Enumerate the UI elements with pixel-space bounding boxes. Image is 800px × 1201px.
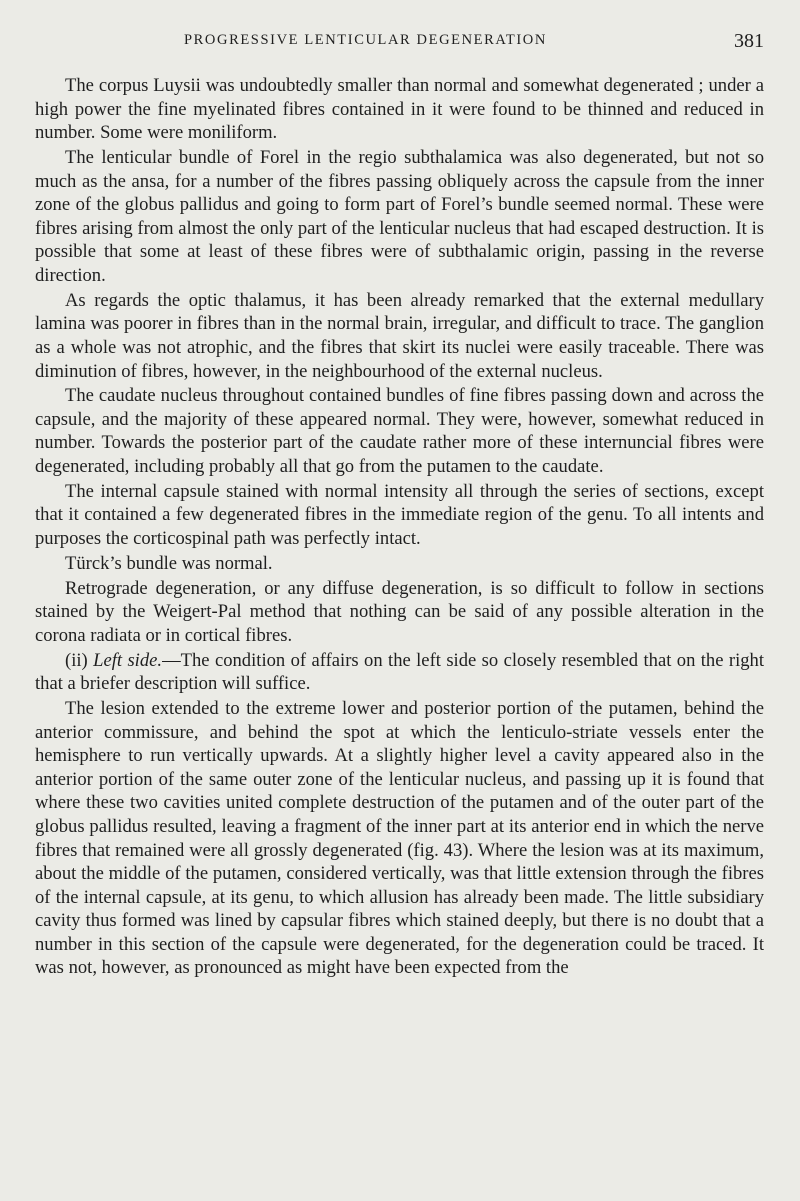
left-side-heading: Left side. [93, 649, 163, 671]
running-title: PROGRESSIVE LENTICULAR DEGENERATION [184, 32, 547, 48]
paragraph-turck-bundle: Türck’s bundle was normal. [65, 552, 273, 574]
page-number: 381 [734, 30, 764, 52]
running-header [35, 26, 764, 58]
body-text [35, 74, 764, 980]
left-side-text: —The condition of affairs on the left side so closely resembled that on the right that a briefer description will suffice. [35, 649, 764, 695]
paragraph-corpus-luysii: The corpus Luysii was undoubtedly smaller than normal and somewhat degenerated ; under a high power the fine myelinated fibres contained in it were found to be thinned and reduced in number. Some were moniliform. [35, 75, 764, 144]
paragraph-optic-thalamus: As regards the optic thalamus, it has been already remarked that the external medullary lamina was poorer in fibres than in the normal brain, irregular, and difficult to trace. The ganglion as a whole was not atrophic, and the fibres that skirt its nuclei were easily traceable. There was diminution of fibres, however, in the neighbourhood of the external nucleus. [35, 289, 764, 382]
paragraph-forel-bundle: The lenticular bundle of Forel in the regio subthalamica was also degenerated, but not so much as the ansa, for a number of the fibres passing obliquely across the capsule from the inner zone of the globus pallidus and going to form part of Forel’s bundle seemed normal. These were fibres arising from almost the only part of the lenticular nucleus that had escaped destruction. It is possible that some at least of these fibres were of subthalamic origin, passing in the reverse direction. [35, 146, 764, 286]
paragraph-lesion: The lesion extended to the extreme lower and posterior portion of the putamen, behind the anterior commissure, and behind the spot at which the lenticulo-striate vessels enter the hemisphere to run vertically upwards. At a slightly higher level a cavity appeared also in the anterior portion of the same outer zone of the lenticular nucleus, and passing up it is found that where these two cavities united complete destruction of the putamen and of the outer part of the globus pallidus resulted, leaving a fragment of the inner part at its anterior end in which the nerve fibres that remained were all grossly degenerated (fig. 43). Where the lesion was at its maximum, about the middle of the putamen, considered vertically, was that little extension through the fibres of the internal capsule, at its genu, to which allusion has already been made. The little subsidiary cavity thus formed was lined by capsular fibres which stained deeply, but there is no doubt that a number in this section of the capsule were degenerated, for the degeneration could be traced. It was not, however, as pronounced as might have been expected from the [35, 697, 764, 979]
paragraph-internal-capsule: The internal capsule stained with normal intensity all through the series of sections, except that it contained a few degenerated fibres in the immediate region of the genu. To all intents and purposes the corticospinal path was perfectly intact. [35, 480, 764, 550]
left-side-label: (ii) [65, 649, 94, 671]
paragraph-left-side [35, 649, 764, 696]
paragraph-caudate-nucleus: The caudate nucleus throughout contained bundles of fine fibres passing down and across the capsule, and the majority of these appeared normal. They were, however, somewhat reduced in number. Towards the posterior part of the caudate rather more of these internuncial fibres were degenerated, including probably all that go from the putamen to the caudate. [35, 385, 764, 478]
paragraph-retrograde-degeneration: Retrograde degeneration, or any diffuse degeneration, is so difficult to follow in sections stained by the Weigert-Pal method that nothing can be said of any possible alteration in the corona radiata or in cortical fibres. [35, 577, 764, 646]
